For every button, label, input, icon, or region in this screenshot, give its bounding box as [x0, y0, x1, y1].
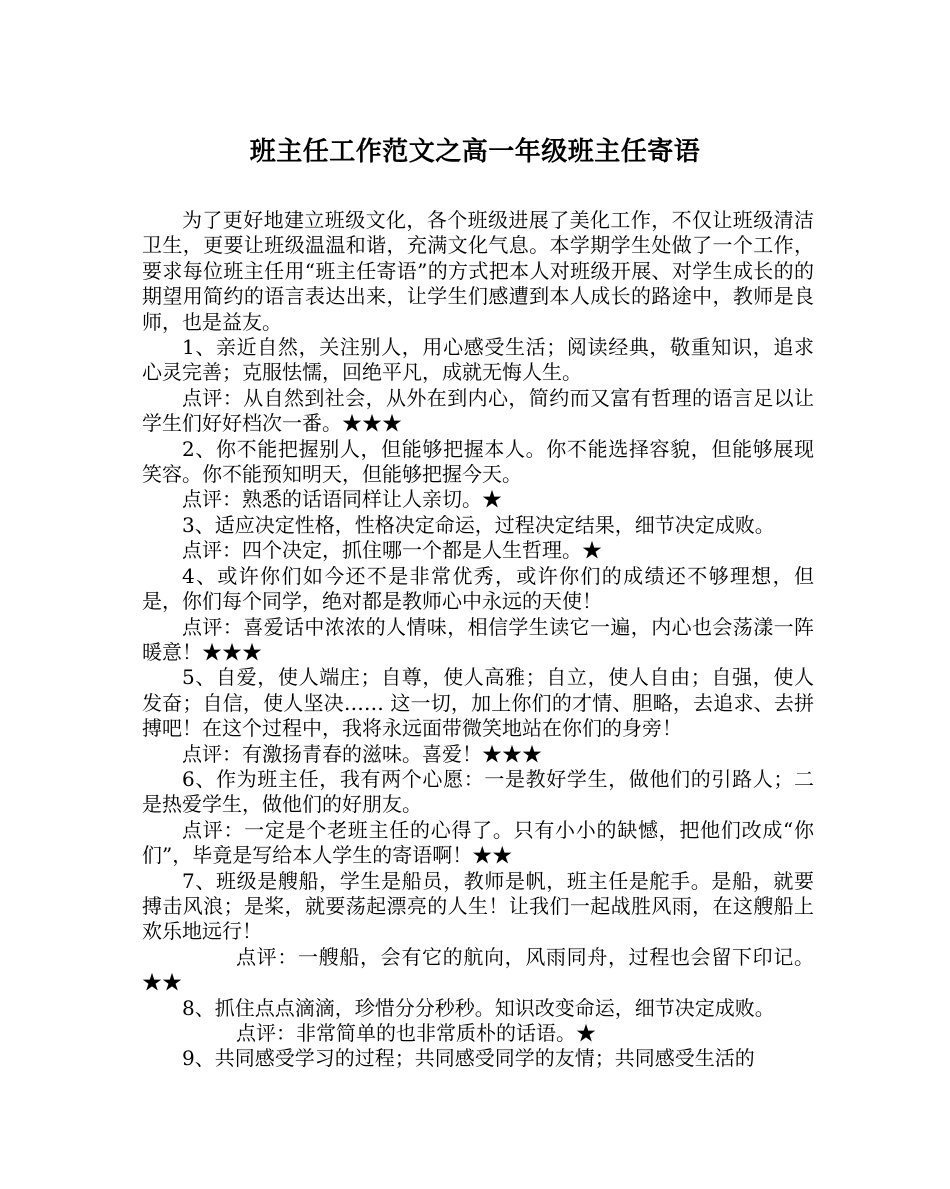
comment-4: 点评：喜爱话中浓浓的人情味，相信学生读它一遍，内心也会荡漾一阵暖意！★★★ [142, 614, 814, 664]
message-3: 3、适应决定性格，性格决定命运，过程决定结果，细节决定成败。 [182, 512, 775, 537]
intro-paragraph: 为了更好地建立班级文化，各个班级进展了美化工作，不仅让班级清洁卫生，更要让班级温温和谐，充满文化气息。本学期学生处做了一个工作，要求每位班主任用“班主任寄语”的方式把本人对班级开展、对学生成长的的期望用简约的语言表达出来，让学生们感遭到本人成长的路途中，教师是良师，也是益友。 [142, 208, 814, 334]
comment-3: 点评：四个决定，抓住哪一个都是人生哲理。★ [182, 538, 602, 563]
comment-6: 点评：一定是个老班主任的心得了。只有小小的缺憾，把他们改成“你们”，毕竟是写给本人学生的寄语啊！★★ [142, 817, 814, 868]
message-5: 5、自爱，使人端庄；自尊，使人高雅；自立，使人自由；自强，使人发奋；自信，使人坚决…… 这一切，加上你们的才情、胆略，去追求、去拼搏吧！在这个过程中，我将永远面带微笑地站在你们的身旁！ [142, 665, 814, 741]
message-8: 8、抓住点点滴滴，珍惜分分秒秒。知识改变命运，细节决定成败。 [182, 995, 775, 1020]
comment-8: 点评：非常简单的也非常质朴的话语。★ [236, 1021, 596, 1045]
comment-1: 点评：从自然到社会，从外在到内心，简约而又富有哲理的语言足以让学生们好好档次一番。★★★ [142, 385, 814, 436]
message-9: 9、共同感受学习的过程；共同感受同学的友情；共同感受生活的 [182, 1046, 755, 1071]
message-7: 7、班级是艘船，学生是船员，教师是帆，班主任是舵手。是船，就要搏击风浪；是桨，就要荡起漂亮的人生！让我们一起战胜风雨，在这艘船上欢乐地远行！ [142, 868, 814, 944]
message-1: 1、亲近自然，关注别人，用心感受生活；阅读经典，敬重知识，追求心灵完善；克服怯懦，回绝平凡，成就无悔人生。 [142, 335, 814, 385]
comment-7: 点评：一艘船，会有它的航向，风雨同舟，过程也会留下印记。★★ [142, 944, 814, 995]
message-2: 2、你不能把握别人，但能够把握本人。你不能选择容貌，但能够展现笑容。你不能预知明天，但能够把握今天。 [142, 436, 814, 487]
message-6: 6、作为班主任，我有两个心愿：一是教好学生，做他们的引路人；二是热爱学生，做他们的好朋友。 [142, 766, 814, 817]
message-4: 4、或许你们如今还不是非常优秀，或许你们的成绩还不够理想，但是，你们每个同学，绝对都是教师心中永远的天使！ [142, 563, 814, 614]
comment-5: 点评：有激扬青春的滋味。喜爱！★★★ [182, 741, 542, 766]
document-title: 班主任工作范文之高一年级班主任寄语 [249, 137, 701, 167]
comment-2: 点评：熟悉的话语同样让人亲切。★ [182, 487, 502, 512]
document-body [142, 208, 814, 1072]
